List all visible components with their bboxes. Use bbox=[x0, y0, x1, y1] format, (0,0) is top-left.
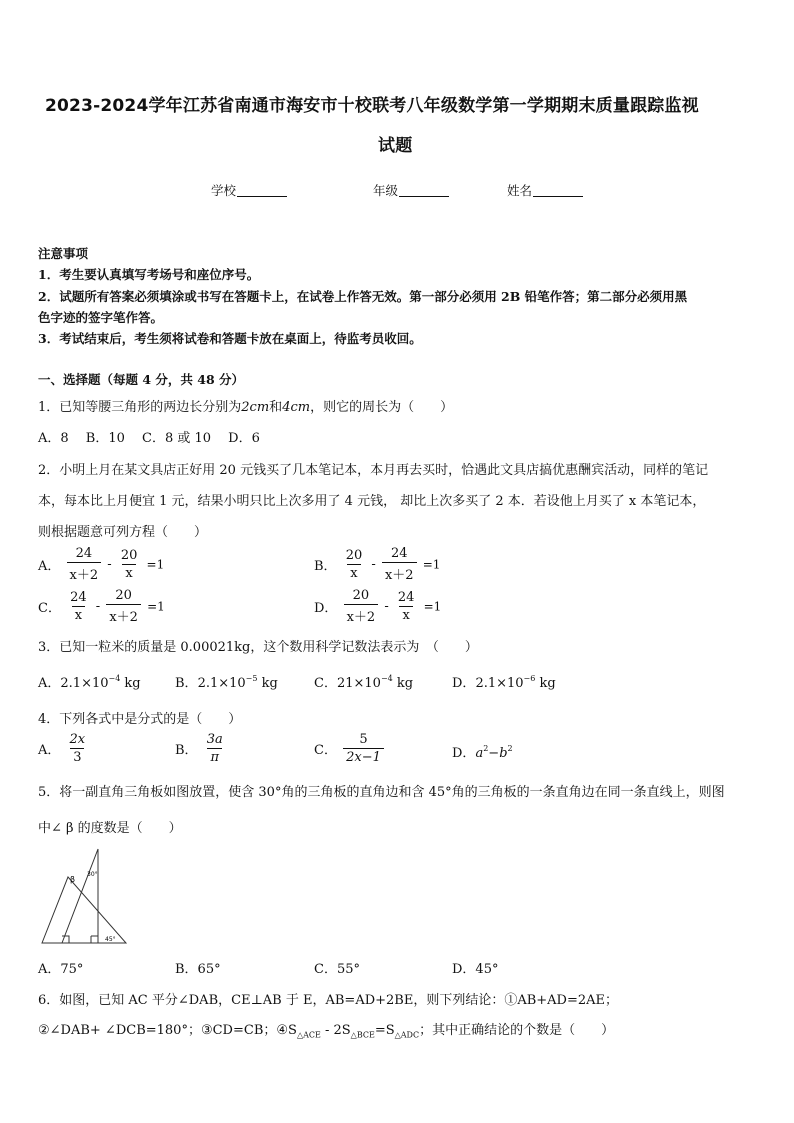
page-title-line2: 试题 bbox=[378, 136, 413, 156]
q1-value-1: 2cm bbox=[241, 400, 270, 415]
grade-label: 年级 bbox=[373, 183, 399, 198]
q2-option-a: A． $\frac{24}{x+2}$ - $\frac{20}{x}$ =1 bbox=[38, 546, 165, 583]
q6-line: 6．如图，已知 AC 平分∠DAB，CE⊥AB 于 E，AB=AD+2BE，则下列结论：①AB+AD=2AE； bbox=[38, 993, 619, 1008]
fraction: $\frac{24}{x}$ bbox=[397, 590, 415, 623]
q4-stem: 4．下列各式中是分式的是（ ） bbox=[38, 712, 242, 727]
q3-option-c: C．$21\times 10^{-4}$ kg bbox=[314, 674, 414, 691]
name-label: 姓名 bbox=[507, 183, 533, 198]
note-item: 1．考生要认真填写考场号和座位序号。 bbox=[38, 267, 260, 282]
fraction: $\frac{24}{x+2}$ bbox=[382, 546, 417, 583]
q5-option-a: A．75° bbox=[38, 962, 84, 977]
q2-option-b: B． $\frac{20}{x}$ - $\frac{24}{x+2}$ =1 bbox=[314, 546, 441, 583]
name-blank bbox=[533, 183, 583, 197]
q3-option-b: B．$2.1\times 10^{-5}$ kg bbox=[175, 674, 278, 691]
fraction: $\frac{5}{2x-1}$ bbox=[343, 732, 384, 765]
q5-line: 中∠ β 的度数是（ ） bbox=[38, 821, 182, 836]
q3-option-d: D．$2.1\times 10^{-6}$ kg bbox=[452, 674, 556, 691]
note-item: 3．考试结束后，考生须将试卷和答题卡放在桌面上，待监考员收回。 bbox=[38, 331, 422, 346]
fraction: $\frac{3a}{\pi}$ bbox=[206, 732, 223, 765]
q1-value-2: 4cm bbox=[282, 400, 311, 415]
q4-option-b: B． $\frac{3a}{\pi}$ bbox=[175, 732, 228, 765]
triangle-figure bbox=[38, 845, 130, 949]
option-label: A． bbox=[38, 559, 61, 574]
fraction: $\frac{20}{x}$ bbox=[345, 548, 363, 581]
name-field bbox=[507, 181, 583, 199]
q2-line: 2．小明上月在某文具店正好用 20 元钱买了几本笔记本，本月再去买时，恰遇此文具店搞优惠酬宾活动，同样的笔记 bbox=[38, 463, 709, 478]
q3-option-a: A．$2.1\times 10^{-4}$ kg bbox=[38, 674, 141, 691]
option-label: D． bbox=[314, 601, 338, 616]
q4-option-d: D．$a^2-b^2$ bbox=[452, 744, 513, 761]
notes-heading: 注意事项 bbox=[38, 246, 89, 261]
fraction: $\frac{24}{x}$ bbox=[70, 590, 87, 623]
q2-option-d: D． $\frac{20}{x+2}$ - $\frac{24}{x}$ =1 bbox=[314, 588, 442, 625]
q2-line: 则根据题意可列方程（ ） bbox=[38, 525, 208, 540]
q5-option-c: C．55° bbox=[314, 962, 360, 977]
fraction: $\frac{20}{x+2}$ bbox=[344, 588, 379, 625]
fraction: $\frac{24}{x+2}$ bbox=[67, 546, 102, 583]
fraction: $\frac{20}{x+2}$ bbox=[106, 588, 141, 625]
q2-line: 本，每本比上月便宜 1 元，结果小明只比上次多用了 4 元钱， 却比上次多买了 2 本．若设他上月买了 x 本笔记本， bbox=[38, 494, 706, 509]
section-heading: 一、选择题（每题 4 分，共 48 分） bbox=[38, 372, 245, 387]
q4-option-a: A． $\frac{2x}{3}$ bbox=[38, 732, 90, 765]
grade-field bbox=[373, 181, 449, 199]
question-1 bbox=[38, 396, 453, 415]
triangle-30 bbox=[62, 849, 98, 943]
angle-45-label: 45° bbox=[105, 936, 116, 943]
q5-option-d: D．45° bbox=[452, 962, 499, 977]
q4-option-c: C． $\frac{5}{2x-1}$ bbox=[314, 732, 386, 765]
beta-label: β bbox=[70, 875, 76, 884]
note-item: 2．试题所有答案必须填涂或书写在答题卡上，在试卷上作答无效。第一部分必须用 2B 铅笔作答；第二部分必须用黑 bbox=[38, 289, 688, 304]
q1-options: A．8 B．10 C．8 或 10 D．6 bbox=[38, 431, 260, 446]
grade-blank bbox=[399, 183, 449, 197]
q1-stem-post: ，则它的周长为（ ） bbox=[310, 400, 454, 415]
q5-line: 5．将一副直角三角板如图放置，使含 30°角的三角板的直角边和含 45°角的三角板的一条直角边在同一条直线上，则图 bbox=[38, 785, 725, 800]
option-label: B． bbox=[314, 559, 337, 574]
note-item: 色字迹的签字笔作答。 bbox=[38, 310, 164, 325]
q6-line2: ②∠DAB+ ∠DCB=180°；③CD=CB；$④S_{\triangle ACE} - 2S_{\triangle BCE}=S_{\triangle ADC}$；其中正确结论的个数是（ ） bbox=[38, 1023, 615, 1040]
option-label: C． bbox=[38, 601, 61, 616]
q1-stem-mid: 和 bbox=[269, 400, 283, 415]
q2-option-c: C． $\frac{24}{x}$ - $\frac{20}{x+2}$ =1 bbox=[38, 588, 165, 625]
q1-stem-pre: 1．已知等腰三角形的两边长分别为 bbox=[38, 400, 242, 415]
school-blank bbox=[237, 183, 287, 197]
q3-stem: 3．已知一粒米的质量是 0.00021kg，这个数用科学记数法表示为 （ ） bbox=[38, 640, 478, 655]
school-label: 学校 bbox=[211, 183, 237, 198]
school-field bbox=[211, 181, 287, 199]
fraction: $\frac{20}{x}$ bbox=[120, 548, 138, 581]
fraction: $\frac{2x}{3}$ bbox=[69, 732, 86, 765]
page-title: 2023-2024学年江苏省南通市海安市十校联考八年级数学第一学期期末质量跟踪监视 bbox=[45, 96, 699, 116]
q5-option-b: B．65° bbox=[175, 962, 221, 977]
angle-30-label: 30° bbox=[87, 871, 98, 878]
